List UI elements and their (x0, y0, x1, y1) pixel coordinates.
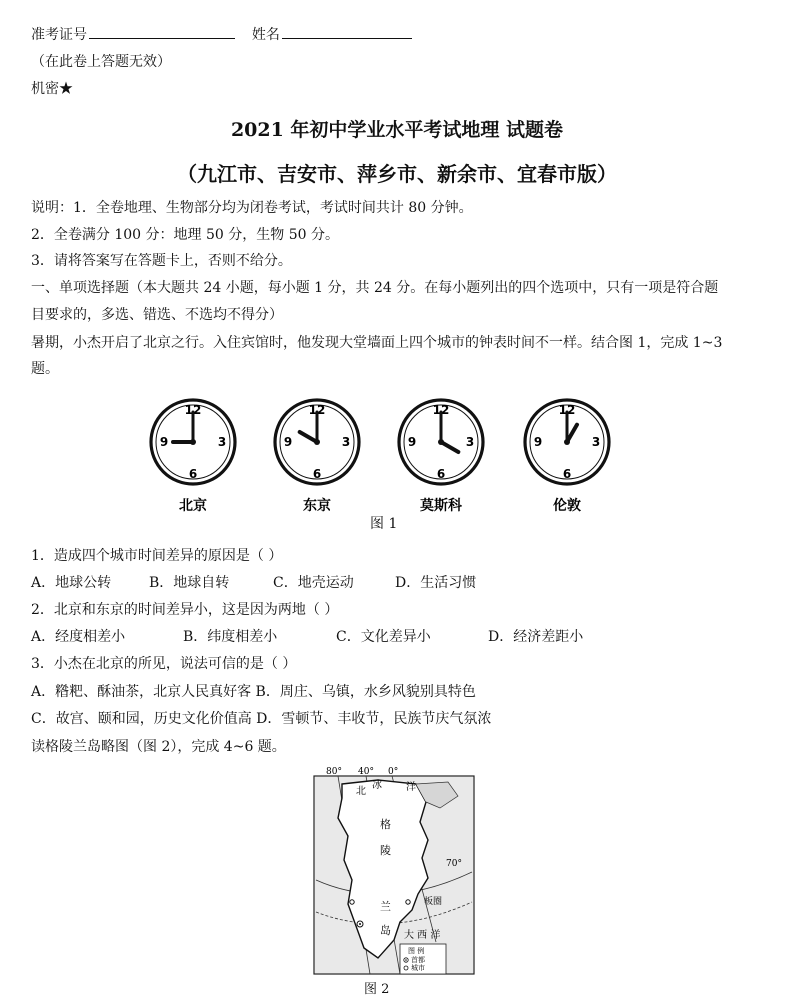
map-label: 兰 (380, 900, 391, 913)
option-c[interactable]: C．地壳运动 (273, 575, 354, 591)
option-d[interactable]: D．经济差距小 (488, 629, 584, 645)
longitude-label: 0° (388, 767, 399, 777)
option-b[interactable]: B．纬度相差小 (183, 629, 278, 645)
clock-numeral: 9 (407, 435, 417, 449)
legend-city: 城市 (411, 964, 425, 972)
figure-2-greenland-map (308, 762, 478, 977)
city-marker (350, 900, 354, 904)
atlantic-label: 大 西 洋 (404, 930, 441, 941)
clock-numeral: 12 (432, 403, 450, 417)
context-text: 读格陵兰岛略图（图 2），完成 4~6 题。 (31, 739, 286, 755)
map-label: 北 (356, 786, 366, 797)
clock-numeral: 6 (562, 467, 572, 481)
map-label: 格 (380, 818, 391, 831)
map-label: 冰 (372, 780, 382, 791)
clock-city-label: 伦敦 (553, 498, 581, 514)
page-subtitle: （九江市、吉安市、萍乡市、新余市、宜春市版） (177, 162, 617, 186)
clock-numeral: 3 (217, 435, 227, 449)
option-b[interactable]: B．地球自转 (149, 575, 230, 591)
name-label: 姓名 (251, 27, 280, 43)
clock-numeral: 12 (558, 403, 576, 417)
clock (151, 400, 235, 514)
legend-title: 图 例 (408, 947, 425, 955)
map-label: 洋 (406, 782, 416, 793)
clock-numeral: 6 (436, 467, 446, 481)
question-stem: 3．小杰在北京的所见，说法可信的是（ ） (31, 656, 297, 672)
longitude-label: 80° (326, 767, 342, 777)
question-options (31, 573, 476, 593)
exam-header-line (31, 24, 412, 45)
option-a[interactable]: A．经度相差小 (31, 629, 126, 645)
clock-city-label: 东京 (303, 498, 331, 514)
map-label: 陵 (380, 844, 391, 857)
clock-numeral: 9 (533, 435, 543, 449)
clock-numeral: 6 (188, 467, 198, 481)
exam-id-label: 准考证号 (31, 27, 87, 43)
clock (399, 400, 483, 514)
clock-numeral: 12 (184, 403, 202, 417)
clock-numeral: 6 (312, 467, 322, 481)
clock-numeral: 12 (308, 403, 326, 417)
longitude-label: 40° (358, 767, 374, 777)
clock-pivot (314, 439, 320, 445)
instruction-line: 说明：1．全卷地理、生物部分均为闭卷考试，考试时间共计 80 分钟。 (31, 200, 473, 216)
section-heading: 一、单项选择题（本大题共 24 小题，每小题 1 分，共 24 分。在每小题列出的四个选项中，只有一项是符合题 (31, 280, 719, 296)
clock (275, 400, 359, 514)
instruction-line: 3．请将答案写在答题卡上，否则不给分。 (31, 253, 292, 269)
name-blank[interactable] (282, 24, 412, 39)
option-d[interactable]: D．生活习惯 (395, 575, 477, 591)
option-ab[interactable]: A．糌粑、酥油茶，北京人民真好客 B．周庄、乌镇，水乡风貌别具特色 (31, 684, 476, 700)
instruction-line: 2．全卷满分 100 分：地理 50 分，生物 50 分。 (31, 227, 339, 243)
berg-label: 板圈 (424, 897, 443, 907)
clock (525, 400, 609, 514)
context-text-cont: 题。 (31, 361, 59, 377)
legend-capital: 首都 (411, 956, 425, 964)
page-title: 2021 年初中学业水平考试地理 试题卷 (230, 119, 564, 141)
clock-numeral: 3 (341, 435, 351, 449)
map-label: 岛 (380, 924, 391, 937)
question-options (31, 627, 583, 647)
figure-1-caption: 图 1 (370, 516, 398, 532)
clock-city-label: 北京 (179, 498, 207, 514)
capital-dot (359, 923, 361, 925)
context-text: 暑期，小杰开启了北京之行。入住宾馆时，他发现大堂墙面上四个城市的钟表时间不一样。结合图 1，完成 1~3 (31, 335, 723, 351)
clock-pivot (564, 439, 570, 445)
clock-numeral: 3 (591, 435, 601, 449)
latitude-label: 70° (446, 859, 462, 869)
figure-1-clocks (147, 388, 637, 528)
legend-city-icon (404, 966, 408, 970)
clock-city-label: 莫斯科 (420, 498, 462, 514)
section-heading-cont: 目要求的，多选、错选、不选均不得分） (31, 307, 283, 323)
clock-numeral: 9 (159, 435, 169, 449)
option-a[interactable]: A．地球公转 (31, 575, 112, 591)
question-stem: 1．造成四个城市时间差异的原因是（ ） (31, 548, 283, 564)
secret-label: 机密★ (31, 81, 73, 97)
clock-pivot (190, 439, 196, 445)
clock-pivot (438, 439, 444, 445)
figure-2-caption: 图 2 (364, 982, 390, 997)
question-stem: 2．北京和东京的时间差异小，这是因为两地（ ） (31, 602, 339, 618)
option-cd[interactable]: C．故宫、颐和园，历史文化价值高 D．雪顿节、丰收节，民族节庆气氛浓 (31, 711, 492, 727)
city-marker (406, 900, 410, 904)
exam-id-blank[interactable] (89, 24, 235, 39)
option-c[interactable]: C．文化差异小 (336, 629, 431, 645)
clock-numeral: 3 (465, 435, 475, 449)
invalid-note: （在此卷上答题无效） (31, 54, 171, 70)
clock-numeral: 9 (283, 435, 293, 449)
